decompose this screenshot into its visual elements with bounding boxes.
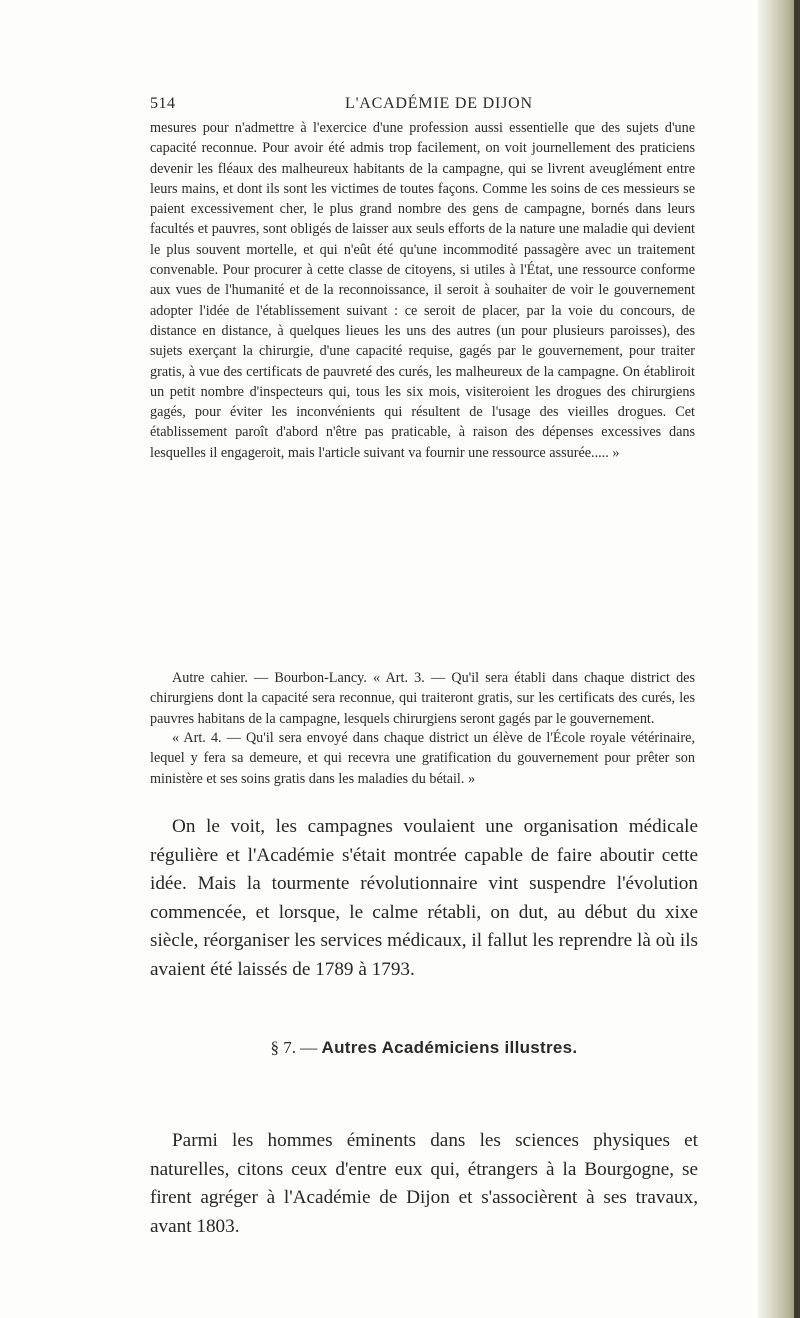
running-head: L'ACADÉMIE DE DIJON xyxy=(345,95,533,112)
section-heading xyxy=(150,1038,698,1058)
page-header xyxy=(150,95,695,119)
paragraph-quote-continuation: mesures pour n'admettre à l'exercice d'une profession aussi essentielle que des sujets d'une capacité reconnue. Pour avoir été admis trop facilement, on voit journellement des praticiens devenir les fléaux des malheureux habitants de la campagne, qui se livrent aveuglément entre leurs mains, et dont ils sont les victimes de toutes façons. Comme les soins de ces messieurs se paient excessivement cher, le plus grand nombre des gens de campagne, bornés dans leurs facultés et pauvres, sont obligés de laisser aux seuls efforts de la nature une maladie qui devient le plus souvent mortelle, et qui n'eût été qu'une incommodité passagère avec un traitement convenable. Pour procurer à cette classe de citoyens, si utiles à l'État, une ressource conforme aux vues de l'humanité et de la reconnoissance, il seroit à souhaiter de voir le gouvernement adopter l'idée de l'établissement suivant : ce seroit de placer, par la voie du concours, de distance en distance, à quelques lieues les uns des autres (un pour plusieurs paroisses), des sujets exerçant la chirurgie, d'une capacité requise, gagés par le gouvernement, pour traiter gratis, à vue des certificats de pauvreté des curés, les malheureux de la campagne. On établiroit un petit nombre d'inspecteurs qui, tous les six mois, visiteroient les drogues des chirurgiens gagés, pour éviter les inconvénients qui résultent de l'usage des vieilles drogues. Cet établissement paroît d'abord n'être pas praticable, à raison des dépenses excessives dans lesquelles il engageroit, mais l'article suivant va fournir une ressource assurée..... » xyxy=(150,120,695,461)
scan-edge-border xyxy=(794,0,800,1318)
page-number: 514 xyxy=(150,95,176,112)
paragraph-bourbon-lancy: Autre cahier. — Bourbon-Lancy. « Art. 3. — Qu'il sera établi dans chaque district des chirurgiens dont la capacité sera reconnue, qui traiteront gratis, sur les certificats des curés, les pauvres habitans de la campagne, lesquels chirurgiens seront gagés par le gouvernement. xyxy=(150,670,695,727)
paragraph-section-intro: Parmi les hommes éminents dans les sciences physiques et naturelles, citons ceux d'entre eux qui, étrangers à la Bourgogne, se firent agréger à l'Académie de Dijon et s'associèrent à ses travaux, avant 1803. xyxy=(150,1130,698,1237)
section-title: Autres Académiciens illustres. xyxy=(321,1038,578,1057)
paragraph-article-4: « Art. 4. — Qu'il sera envoyé dans chaque district un élève de l'École royale vétérinaire, lequel y fera sa demeure, et qui recevra une gratification du gouvernement pour prêter son ministère et ses soins gratis dans les maladies du bétail. » xyxy=(150,730,695,787)
section-number: § 7. — xyxy=(270,1038,318,1057)
paragraph-conclusion: On le voit, les campagnes voulaient une organisation médicale régulière et l'Académie s'était montrée capable de faire aboutir cette idée. Mais la tourmente révolutionnaire vint suspendre l'évolution commencée, et lorsque, le calme rétabli, on dut, au début du xixe siècle, réorganiser les services médicaux, il fallut les reprendre là où ils avaient été laissés de 1789 à 1793. xyxy=(150,816,698,980)
